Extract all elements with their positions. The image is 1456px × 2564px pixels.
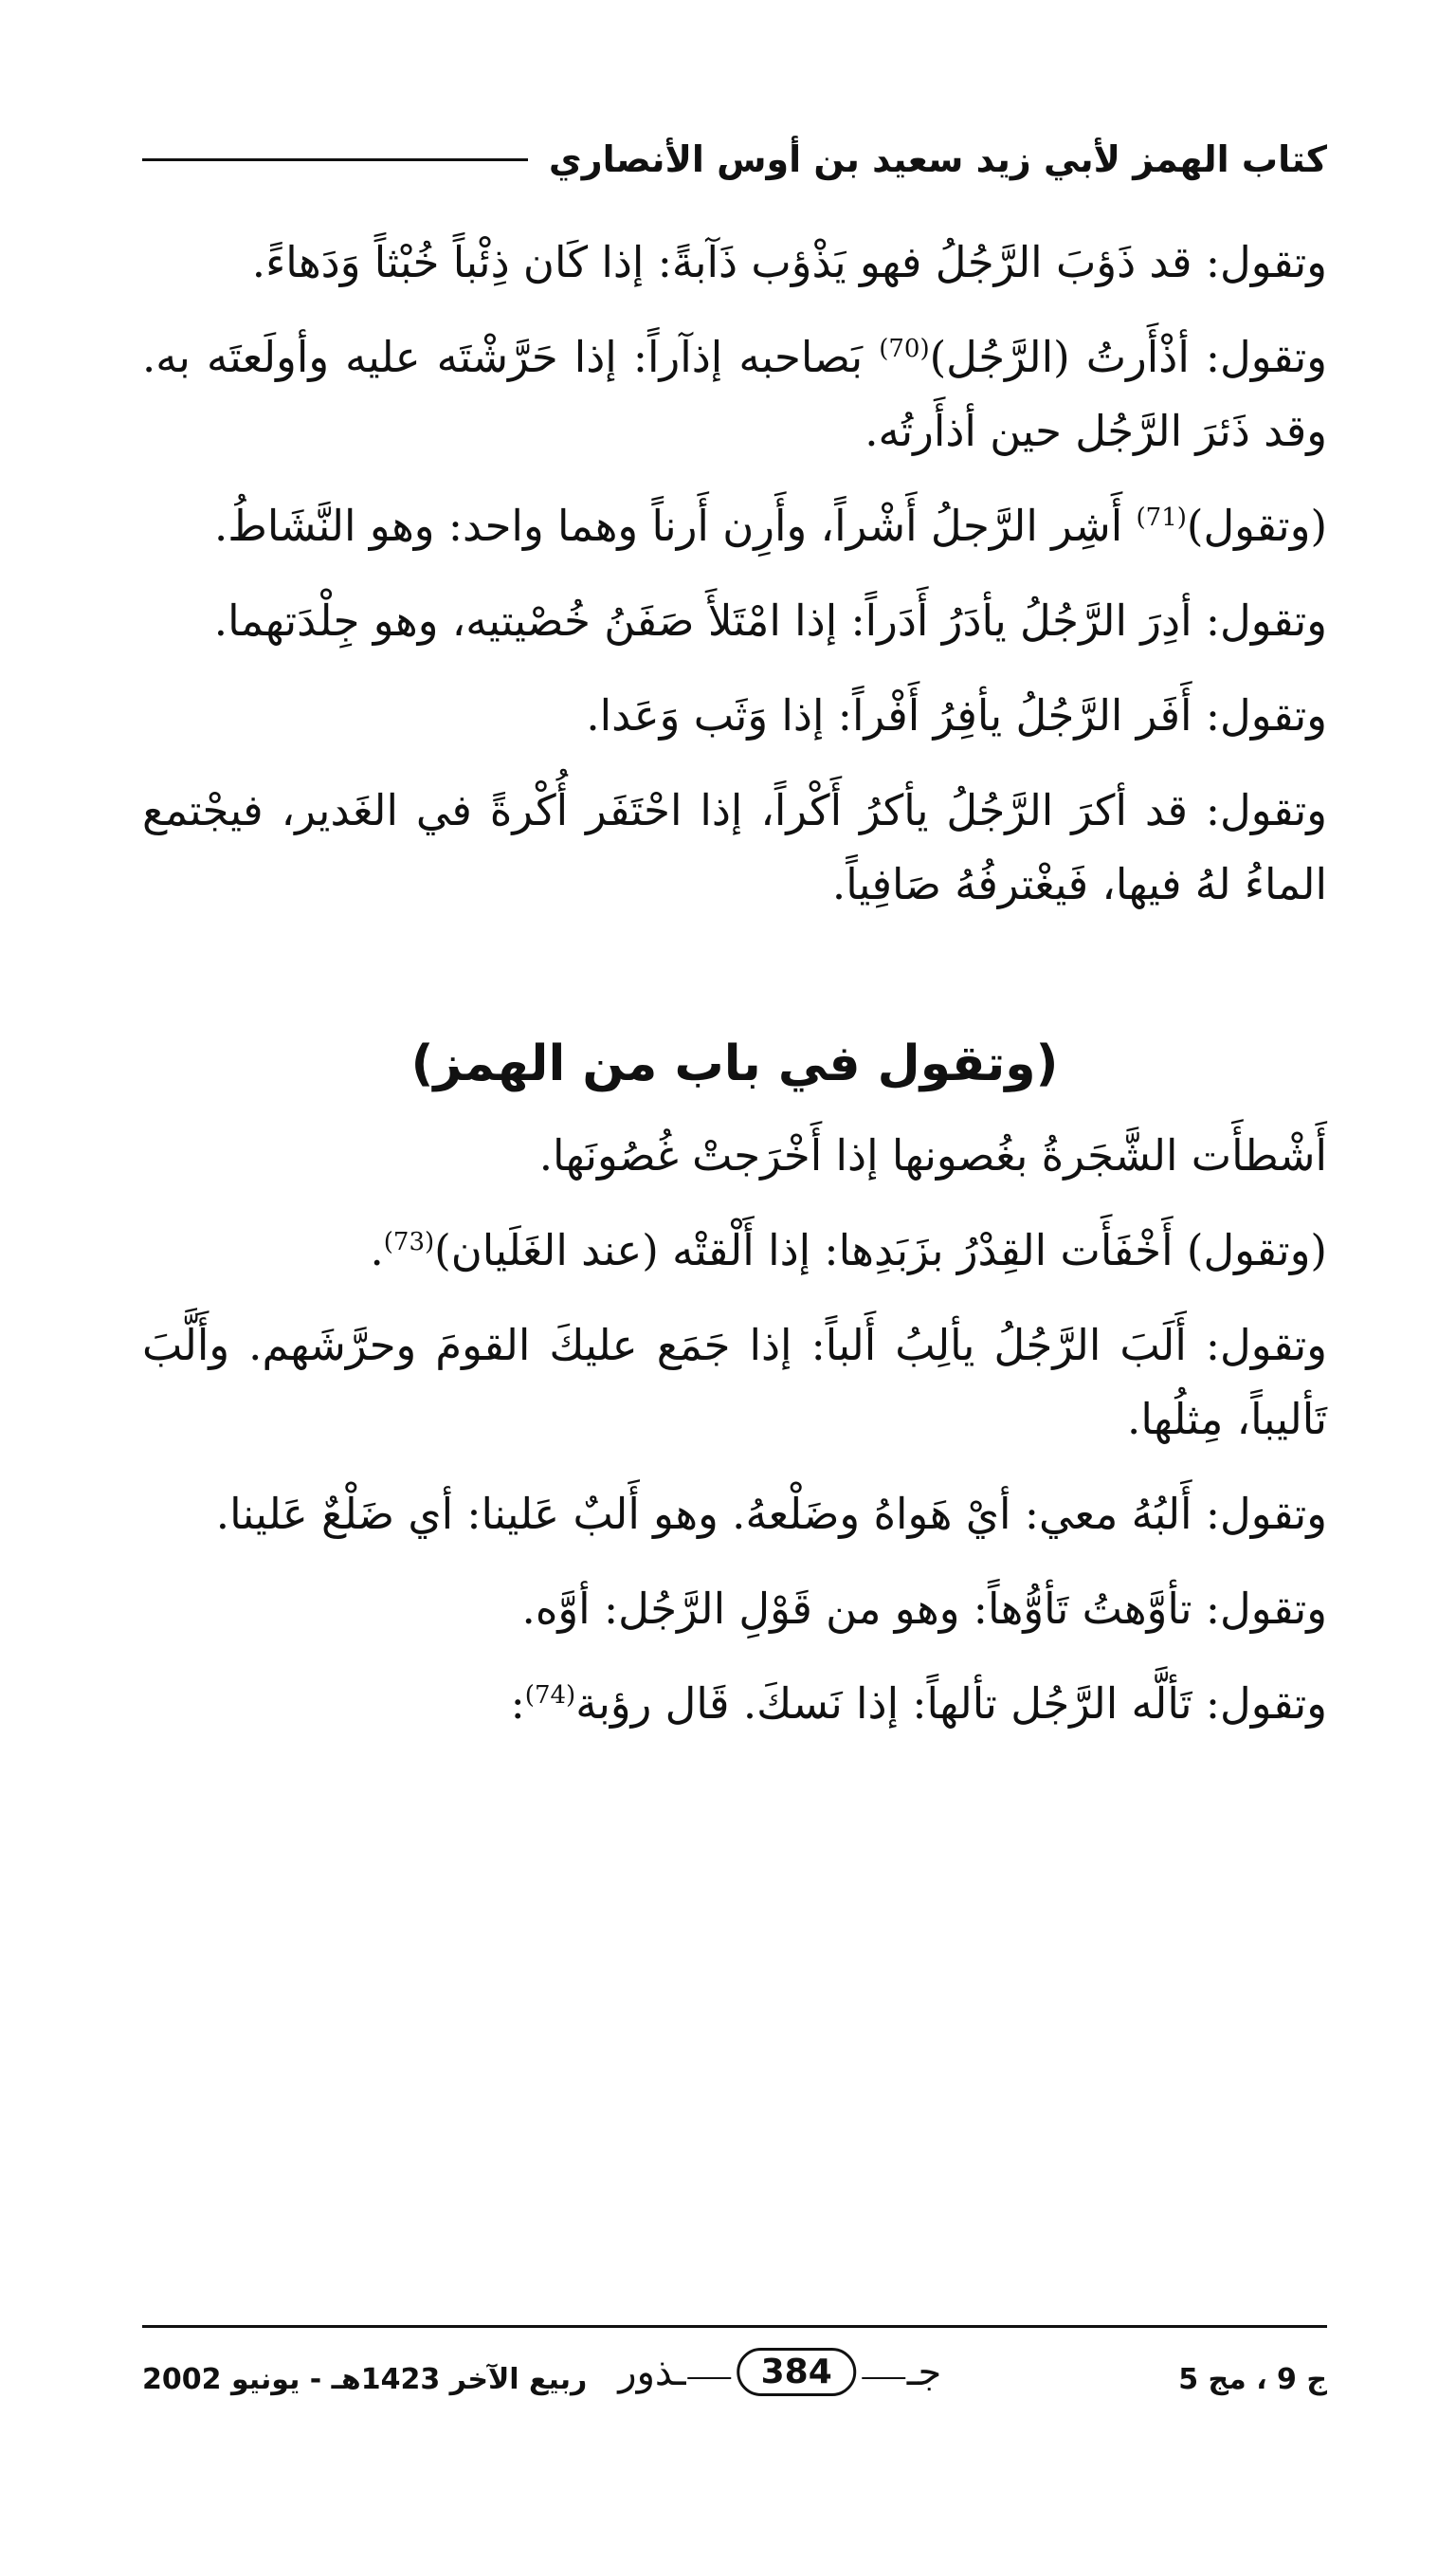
header-rule bbox=[142, 158, 528, 161]
paragraph-text: وتقول: تَألَّه الرَّجُل تألهاً: إذا نَسكَ. قَال رؤبة bbox=[575, 1678, 1327, 1729]
paragraph-text: وتقول: أَلَبَ الرَّجُلُ يألِبُ أَلباً: إذا جَمَع عليكَ القومَ وحرَّشَهم. وأَلَّبَ تَأليباً، مِثلُها. bbox=[142, 1320, 1327, 1444]
journal-name-connector bbox=[862, 2377, 905, 2379]
paragraph-5 bbox=[142, 679, 1327, 753]
paragraph-text: وتقول: أدِرَ الرَّجُلُ يأدَرُ أَدَراً: إذا امْتَلأَ صَفَنُ خُصْيتيه، وهو جِلْدَتهما. bbox=[213, 595, 1327, 646]
journal-name bbox=[618, 2348, 941, 2396]
section-paragraph-5 bbox=[142, 1572, 1327, 1646]
paragraph-text: أَشْطأَت الشَّجَرةُ بغُصونها إذا أَخْرَجتْ غُصُونَها. bbox=[538, 1130, 1327, 1181]
paragraph-text: بَصاحبه إذآراً: إذا حَرَّشْتَه عليه وأولَعتَه به. وقد ذَئرَ الرَّجُل حين أذأَرتُه. bbox=[142, 332, 1327, 456]
paragraph-6 bbox=[142, 774, 1327, 922]
body-text bbox=[142, 226, 1327, 1762]
footnote-ref-74: (74) bbox=[524, 1681, 576, 1710]
journal-name-part: ـذور bbox=[618, 2350, 686, 2394]
page-number: 384 bbox=[737, 2348, 856, 2396]
paragraph-1 bbox=[142, 226, 1327, 300]
paragraph-3 bbox=[142, 489, 1327, 563]
section-paragraph-2 bbox=[142, 1214, 1327, 1288]
document-page bbox=[142, 0, 1327, 2564]
section-heading: (وتقول في باب من الهمز) bbox=[410, 1035, 1059, 1092]
page-footer bbox=[142, 2348, 1327, 2424]
section-paragraph-1 bbox=[142, 1119, 1327, 1193]
paragraph-text: . bbox=[370, 1225, 384, 1275]
section-paragraph-6 bbox=[142, 1667, 1327, 1741]
paragraph-text: وتقول: أذْأَرتُ (الرَّجُل) bbox=[929, 332, 1328, 382]
paragraph-text: وتقول: أَفَر الرَّجُلُ يأفِرُ أَفْراً: إذا وَثَب وَعَدا. bbox=[586, 690, 1327, 741]
issue-info: ج 9 ، مج 5 bbox=[1178, 2363, 1327, 2396]
section-paragraph-4 bbox=[142, 1477, 1327, 1551]
paragraph-text: وتقول: قد أكرَ الرَّجُلُ يأكرُ أَكْراً، إذا احْتَفَر أُكْرةً في الغَدير، فيجْتمع الماءُ لهُ فيها، فَيغْترفُهُ صَافِياً. bbox=[142, 785, 1327, 909]
paragraph-text: وتقول: تأوَّهتُ تَأوُّهاً: وهو من قَوْلِ الرَّجُل: أوَّه. bbox=[521, 1584, 1327, 1634]
paragraph-text: وتقول: قد ذَؤبَ الرَّجُلُ فهو يَذْؤب ذَآبةً: إذا كَان ذِئْباً خُبْثاً وَدَهاءً. bbox=[251, 237, 1327, 287]
paragraph-4 bbox=[142, 584, 1327, 658]
issue-date: ربيع الآخر 1423هـ - يونيو 2002 bbox=[142, 2363, 588, 2396]
paragraph-text: وتقول: أَلبُهُ معي: أيْ هَواهُ وضَلْعهُ. وهو أَلبٌ عَلينا: أي ضَلْعٌ عَلينا. bbox=[215, 1489, 1327, 1539]
running-title: كتاب الهمز لأبي زيد سعيد بن أوس الأنصاري bbox=[548, 138, 1327, 180]
paragraph-text: (وتقول) أَخْفَأَت القِدْرُ بزَبَدِها: إذا أَلْقتْه (عند الغَلَيان) bbox=[434, 1225, 1327, 1275]
paragraph-text: : bbox=[510, 1678, 525, 1729]
section-paragraph-3 bbox=[142, 1309, 1327, 1456]
footnote-ref-70: (70) bbox=[879, 335, 930, 363]
running-header bbox=[142, 131, 1327, 188]
journal-name-connector bbox=[688, 2377, 732, 2379]
paragraph-text: (وتقول) bbox=[1186, 501, 1327, 551]
footnote-ref-71: (71) bbox=[1136, 504, 1187, 532]
paragraph-2 bbox=[142, 320, 1327, 468]
footer-rule bbox=[142, 2325, 1327, 2328]
footnote-ref-73: (73) bbox=[383, 1228, 435, 1256]
paragraph-text: أَشِر الرَّجلُ أَشْراً، وأَرِن أَرناً وهما واحد: وهو النَّشَاطُ. bbox=[213, 501, 1137, 551]
journal-name-part: جـ bbox=[906, 2350, 942, 2394]
